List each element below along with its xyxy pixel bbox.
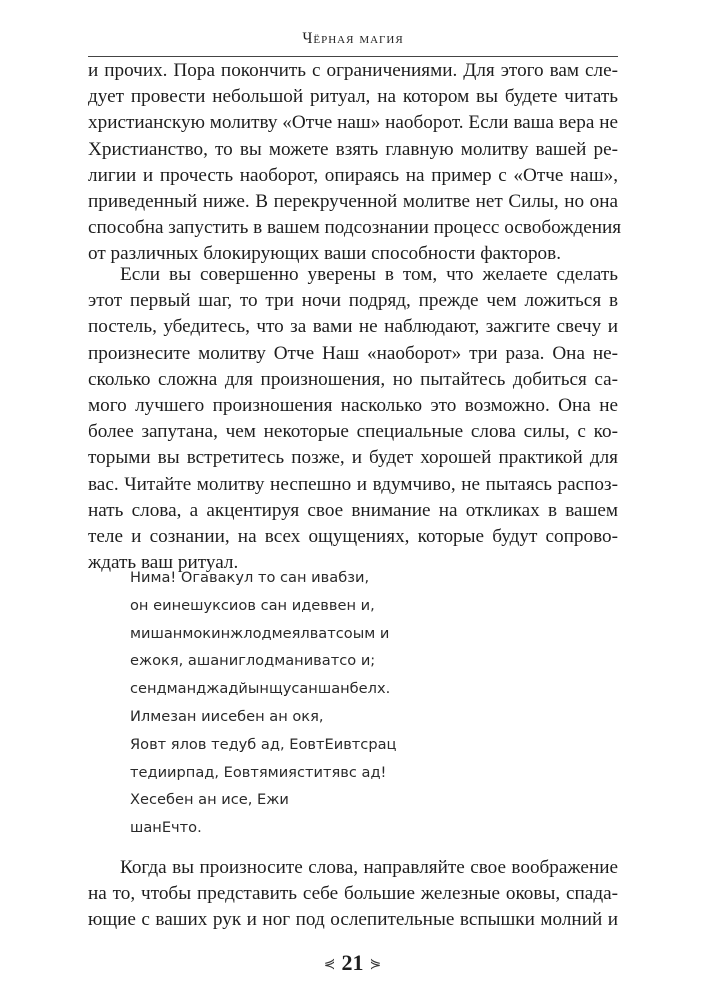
text-line: и прочих. Пора покончить с ограничениями. Для этого вам сле- — [88, 60, 618, 81]
text-line: более запутана, чем некоторые специальные слова силы, с ко- — [88, 421, 618, 443]
text-line: этот первый шаг, то три ночи подряд, прежде чем ложиться в — [88, 290, 618, 312]
prayer-line: Хесебен ан исе, Ежи — [130, 791, 289, 809]
text-line: ющие с ваших рук и ног под ослепительные вспышки молний и — [88, 909, 618, 931]
text-line: мого лучшего произношения насколько это возможно. Она не — [88, 394, 618, 416]
text-line: Христианство, то вы можете взять главную молитву вашей ре- — [88, 138, 618, 160]
page-number: 21 — [341, 950, 364, 975]
ornament-right-icon: ⋟ — [369, 957, 382, 972]
text-line: вас. Читайте молитву неспешно и вдумчиво, не пытаясь распоз- — [88, 473, 618, 495]
prayer-line: тедиирпад, Еовтямияститявс ад! — [130, 763, 387, 781]
prayer-line: Нима! Огавакул то сан ивабзи, — [130, 569, 370, 586]
text-line: постель, убедитесь, что за вами не наблюдают, зажгите свечу и — [88, 316, 618, 338]
page-footer — [0, 950, 705, 976]
prayer-line: он еинешуксиов сан идеввен и, — [130, 596, 375, 614]
text-line: ждать ваш ритуал. — [88, 552, 239, 574]
prayer-line: мишанмокинжлодмеялватсоым и — [130, 624, 390, 642]
ornament-left-icon: ⋞ — [323, 957, 336, 972]
text-line: Если вы совершенно уверены в том, что желаете сделать — [120, 264, 618, 285]
text-line: от различных блокирующих ваши способности факторов. — [88, 243, 561, 265]
text-line: на то, чтобы представить себе большие железные оковы, спада- — [88, 883, 618, 905]
header-rule — [88, 56, 618, 57]
text-line: сколько сложна для произношения, но пытайтесь добиться са- — [88, 368, 618, 390]
text-line: христианскую молитву «Отче наш» наоборот. Если ваша вера не — [88, 112, 618, 134]
prayer-line: ежокя, ашаниглодманиватсо и; — [130, 652, 376, 670]
text-line: лигии и прочесть наоборот, опираясь на пример с «Отче наш», — [88, 164, 618, 186]
prayer-line: Илмезан иисебен ан окя, — [130, 707, 324, 725]
paragraph-2 — [88, 262, 618, 576]
text-line: способна запустить в вашем подсознании процесс освобождения — [88, 217, 622, 239]
text-line: дует провести небольшой ритуал, на котором вы будете читать — [88, 86, 618, 108]
paragraph-1 — [88, 58, 622, 268]
text-line: произнесите молитву Отче Наш «наоборот» три раза. Она не- — [88, 342, 618, 364]
text-line: приведенный ниже. В перекрученной молитве нет Силы, но она — [88, 190, 618, 212]
prayer-line: сендманджадйынщусаншанбелх. — [130, 680, 391, 698]
text-line: теле и сознании, на всех ощущениях, которые будут сопрово- — [88, 525, 618, 547]
reversed-prayer — [130, 564, 396, 842]
prayer-line: шанЕчто. — [130, 819, 202, 837]
text-line: торыми вы встретитесь позже, и будет хорошей практикой для — [88, 447, 618, 469]
prayer-line: Яовт ялов тедуб ад, ЕовтЕивтсрац — [130, 735, 397, 753]
paragraph-3 — [88, 855, 618, 934]
running-header: Чёрная магия — [302, 30, 404, 47]
text-line: Когда вы произносите слова, направляйте свое воображение — [120, 857, 618, 878]
text-line: нать слова, а акцентируя свое внимание на откликах в вашем — [88, 499, 618, 521]
